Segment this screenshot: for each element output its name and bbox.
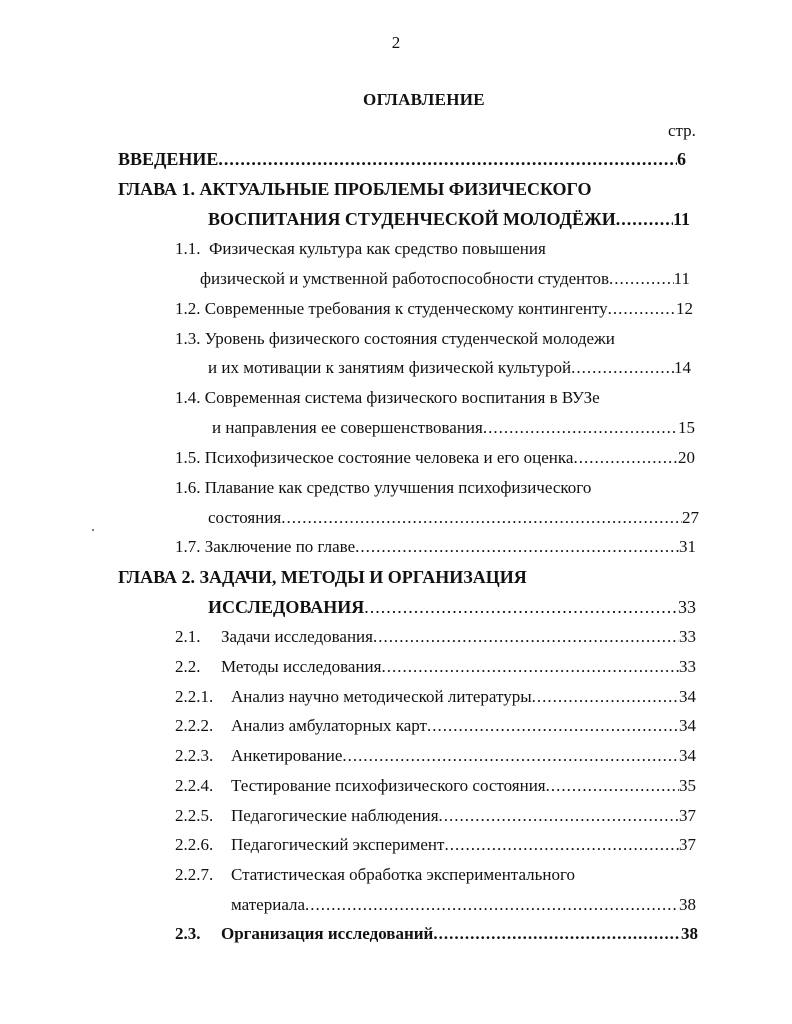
toc-entry-label: Тестирование психофизического состояния [231,776,546,795]
section-number: 2.2.1. [175,687,214,706]
toc-entry-label: ВОСПИТАНИЯ СТУДЕНЧЕСКОЙ МОЛОДЁЖИ [208,209,616,229]
section-number: 2.1. [175,627,201,646]
toc-entry-1-4-line1: 1.4. Современная система физического воспитания в ВУЗе [175,388,600,407]
toc-page-number: 31 [679,537,696,556]
toc-entry-1-6-line1: 1.6. Плавание как средство улучшения психофизического [175,478,592,497]
toc-entry-1-1 [200,267,690,291]
toc-entry-label: ИССЛЕДОВАНИЯ [208,597,365,617]
dot-leader [444,833,679,857]
toc-chapter-1 [208,207,690,231]
toc-entry-1-2 [175,297,693,321]
dot-leader [305,893,679,917]
page-number: 2 [391,33,401,52]
section-number: 2.3. [175,924,201,943]
toc-entry-2-2-2 [175,714,696,738]
dot-leader [608,297,676,321]
section-number: 1.1. [175,239,201,258]
toc-page-number: 37 [679,806,696,825]
toc-entry-1-3-line1: 1.3. Уровень физического состояния студенческой молодежи [175,329,615,348]
section-number: 2.2.3. [175,746,214,765]
dot-leader [427,714,679,738]
toc-chapter-1-line1: ГЛАВА 1. АКТУАЛЬНЫЕ ПРОБЛЕМЫ ФИЗИЧЕСКОГО [118,179,592,199]
toc-entry-label: Организация исследований [221,924,434,943]
toc-entry-label: 1.7. Заключение по главе [175,537,356,556]
toc-entry-2-2-4 [175,774,696,798]
dot-leader [381,655,679,679]
toc-page-number: 34 [679,687,696,706]
toc-entry-2-2 [175,655,696,679]
section-number: 2.2.6. [175,835,214,854]
toc-entry-label: физической и умственной работоспособности студентов [200,269,610,288]
dot-leader [364,595,678,619]
toc-page-number: 27 [682,508,699,527]
dot-leader [439,804,679,828]
toc-entry-intro [118,147,686,171]
dot-leader [281,506,682,530]
dot-leader [546,774,679,798]
scan-speck [92,529,94,531]
toc-entry-label: 1.2. Современные требования к студенческому контингенту [175,299,608,318]
toc-entry-label: материала [231,895,306,914]
toc-page-number: 38 [679,895,696,914]
page-title: ОГЛАВЛЕНИЕ [363,90,485,109]
toc-entry-label: Статистическая обработка экспериментального [231,865,576,884]
toc-page-number: 33 [678,597,696,617]
section-number: 2.2.2. [175,716,214,735]
dot-leader [573,446,678,470]
toc-entry-2-2-6 [175,833,696,857]
toc-entry-label: Педагогический эксперимент [231,835,445,854]
toc-entry-2-2-7 [231,893,696,917]
toc-entry-1-7 [175,535,696,559]
toc-entry-label: Задачи исследования [221,627,373,646]
toc-page-number: 38 [681,924,698,943]
toc-page-number: 12 [676,299,693,318]
toc-page-number: 11 [673,269,690,288]
section-number: 2.2.5. [175,806,214,825]
section-number: 2.2.4. [175,776,214,795]
section-number: 2.2.7. [175,865,214,884]
dot-leader [433,922,681,946]
toc-page-number: 35 [679,776,696,795]
toc-entry-2-3 [175,922,698,946]
dot-leader [571,356,674,380]
dot-leader [218,147,677,171]
toc-entry-label: 1.5. Психофизическое состояние человека и его оценка [175,448,574,467]
toc-entry-1-4 [212,416,695,440]
dot-leader [609,267,674,291]
toc-entry-2-2-1 [175,685,696,709]
toc-entry-label: и направления ее совершенствования [212,418,483,437]
toc-entry-label: Педагогические наблюдения [231,806,439,825]
toc-page-number: 15 [678,418,695,437]
dot-leader [342,744,679,768]
dot-leader [483,416,678,440]
toc-entry-2-2-7-line1 [175,863,575,887]
toc-page-number: 33 [679,657,696,676]
dot-leader [616,207,673,231]
toc-chapter-2 [208,595,696,619]
dot-leader [355,535,679,559]
toc-page-number: 37 [679,835,696,854]
toc-entry-1-6 [208,506,699,530]
toc-entry-label: и их мотивации к занятиям физической культурой [208,358,572,377]
toc-page-number: 11 [672,209,690,229]
toc-entry-label: Физическая культура как средство повышения [209,239,546,258]
toc-entry-label: состояния [208,508,282,527]
dot-leader [373,625,679,649]
toc-entry-label: Анкетирование [231,746,343,765]
toc-entry-1-1-line1 [175,237,546,261]
toc-chapter-2-line1: ГЛАВА 2. ЗАДАЧИ, МЕТОДЫ И ОРГАНИЗАЦИЯ [118,567,527,587]
toc-page-number: 34 [679,716,696,735]
toc-entry-label: Анализ амбулаторных карт [231,716,427,735]
dot-leader [532,685,679,709]
toc-entry-1-3 [208,356,691,380]
toc-page-number: 33 [679,627,696,646]
toc-entry-2-1 [175,625,696,649]
toc-entry-label: ВВЕДЕНИЕ [118,149,219,169]
toc-entry-2-2-3 [175,744,696,768]
toc-entry-label: Анализ научно методической литературы [231,687,532,706]
toc-entry-1-5 [175,446,695,470]
toc-page-number: 20 [678,448,695,467]
toc-page-number: 34 [679,746,696,765]
toc-page-number: 14 [674,358,691,377]
section-number: 2.2. [175,657,201,676]
toc-page-number: 6 [677,149,686,169]
toc-entry-label: Методы исследования [221,657,382,676]
toc-entry-2-2-5 [175,804,696,828]
pages-column-label: стр. [668,121,696,140]
